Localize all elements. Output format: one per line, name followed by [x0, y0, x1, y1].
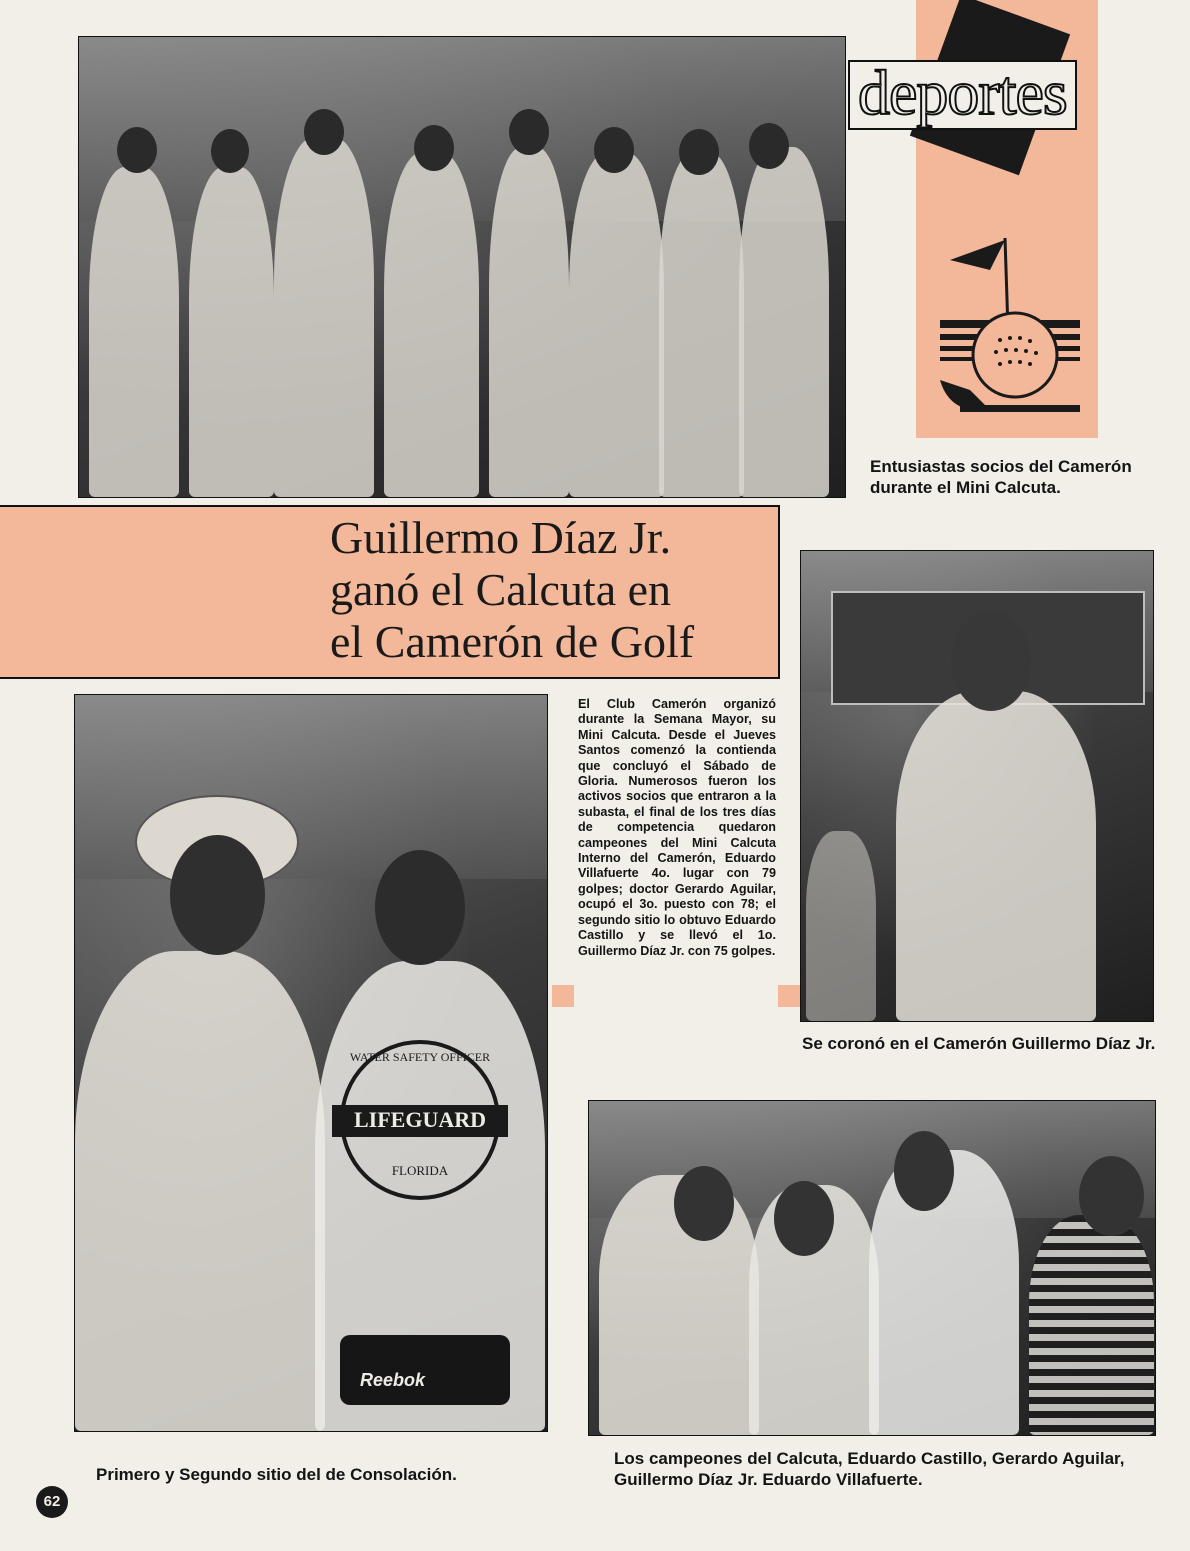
photo-consolation-players — [74, 694, 548, 1432]
headline: Guillermo Díaz Jr. ganó el Calcuta en el Camerón de Golf — [330, 512, 695, 667]
shirt-text-middle: LIFEGUARD — [353, 1107, 487, 1132]
accent-square-left — [552, 985, 574, 1007]
caption-group-photo: Entusiastas socios del Camerón durante el Mini Calcuta. — [870, 457, 1132, 497]
page-number: 62 — [36, 1486, 68, 1518]
golf-logo-icon — [930, 220, 1090, 420]
photo-group-members — [78, 36, 846, 498]
shirt-text-top: WATER SAFETY OFFICER — [349, 1050, 491, 1064]
caption-champions: Los campeones del Calcuta, Eduardo Castillo, Gerardo Aguilar, Guillermo Díaz Jr. Eduardo Villafuerte. — [614, 1449, 1125, 1489]
shirt-text-bottom: FLORIDA — [391, 1163, 449, 1178]
bag-brand-text: Reebok — [360, 1370, 426, 1390]
section-label: deportes — [848, 60, 1077, 130]
shirt-lifeguard-graphic — [330, 1025, 510, 1215]
article-body: El Club Camerón organizó durante la Semana Mayor, su Mini Calcuta. Desde el Jueves Santos comenzó la contienda que concluyó el Sábado de Gloria. Numerosos fueron los activos socios que entraron a la subasta, el final de los tres días de competencia quedaron campeones del Mini Calcuta Interno del Camerón, Eduardo Villafuerte 4o. lugar con 79 golpes; doctor Gerardo Aguilar, ocupó el 3o. puesto con 78; el segundo sitio lo obtuvo Eduardo Castillo y se llevó el 1o. Guillermo Díaz Jr. con 75 golpes. — [578, 697, 776, 958]
caption-winner: Se coronó en el Camerón Guillermo Díaz Jr. — [802, 1034, 1156, 1053]
photo-winner-portrait — [800, 550, 1154, 1022]
photo-calcuta-champions — [588, 1100, 1156, 1436]
caption-consolation: Primero y Segundo sitio del de Consolación. — [96, 1465, 457, 1484]
accent-square-right — [778, 985, 800, 1007]
